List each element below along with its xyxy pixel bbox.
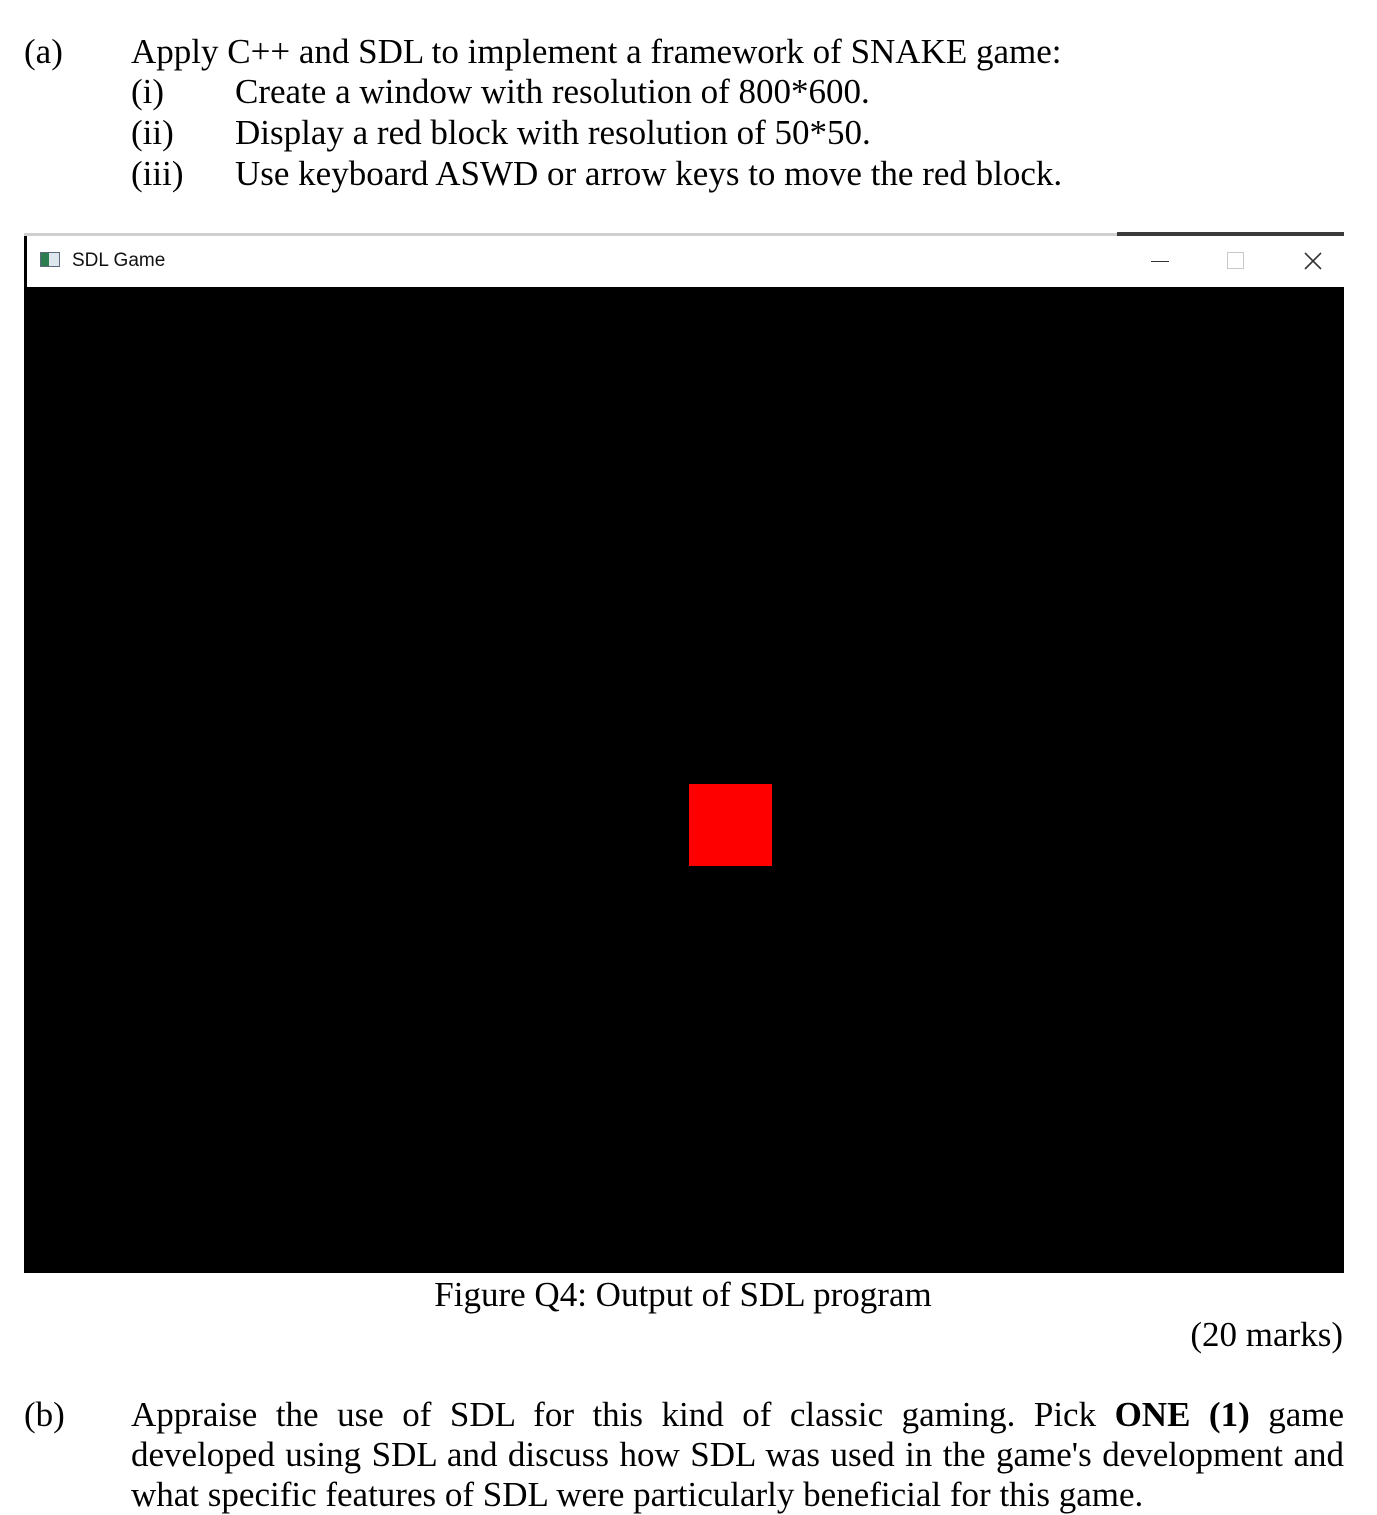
marks-label: (20 marks) (1190, 1315, 1343, 1354)
maximize-icon (1227, 252, 1244, 269)
part-b-label: (b) (24, 1395, 65, 1434)
sub-item-text: Display a red block with resolution of 50*50. (235, 113, 871, 152)
sub-item-text: Use keyboard ASWD or arrow keys to move the red block. (235, 154, 1063, 193)
window-title: SDL Game (72, 250, 166, 271)
part-b-text-end: game developed using SDL and discuss how SDL was used in the game's development and what specific features of SDL were particularly beneficial for this game. (131, 1395, 1345, 1514)
part-b-text-start: Appraise the use of SDL for this kind of classic gaming. Pick (131, 1395, 1115, 1434)
app-window-icon (40, 252, 60, 267)
part-a-label: (a) (24, 32, 63, 71)
window-titlebar[interactable] (27, 236, 1344, 287)
sub-item-text: Create a window with resolution of 800*600. (235, 72, 870, 111)
figure-caption: Figure Q4: Output of SDL program (434, 1275, 932, 1314)
part-b-bold-count: ONE (1) (1114, 1395, 1250, 1434)
minimize-button[interactable] (1122, 236, 1198, 287)
sub-item-number: (ii) (131, 113, 174, 152)
close-icon (1302, 250, 1324, 272)
close-button[interactable] (1276, 236, 1352, 287)
game-canvas[interactable] (24, 287, 1344, 1273)
maximize-button[interactable] (1198, 236, 1274, 287)
part-b-question (131, 1395, 1344, 1515)
sub-item-number: (i) (131, 72, 165, 111)
red-block (689, 784, 772, 866)
part-a-question: Apply C++ and SDL to implement a framework of SNAKE game: (131, 32, 1062, 71)
sub-item-number: (iii) (131, 154, 184, 193)
minimize-icon (1151, 261, 1169, 262)
